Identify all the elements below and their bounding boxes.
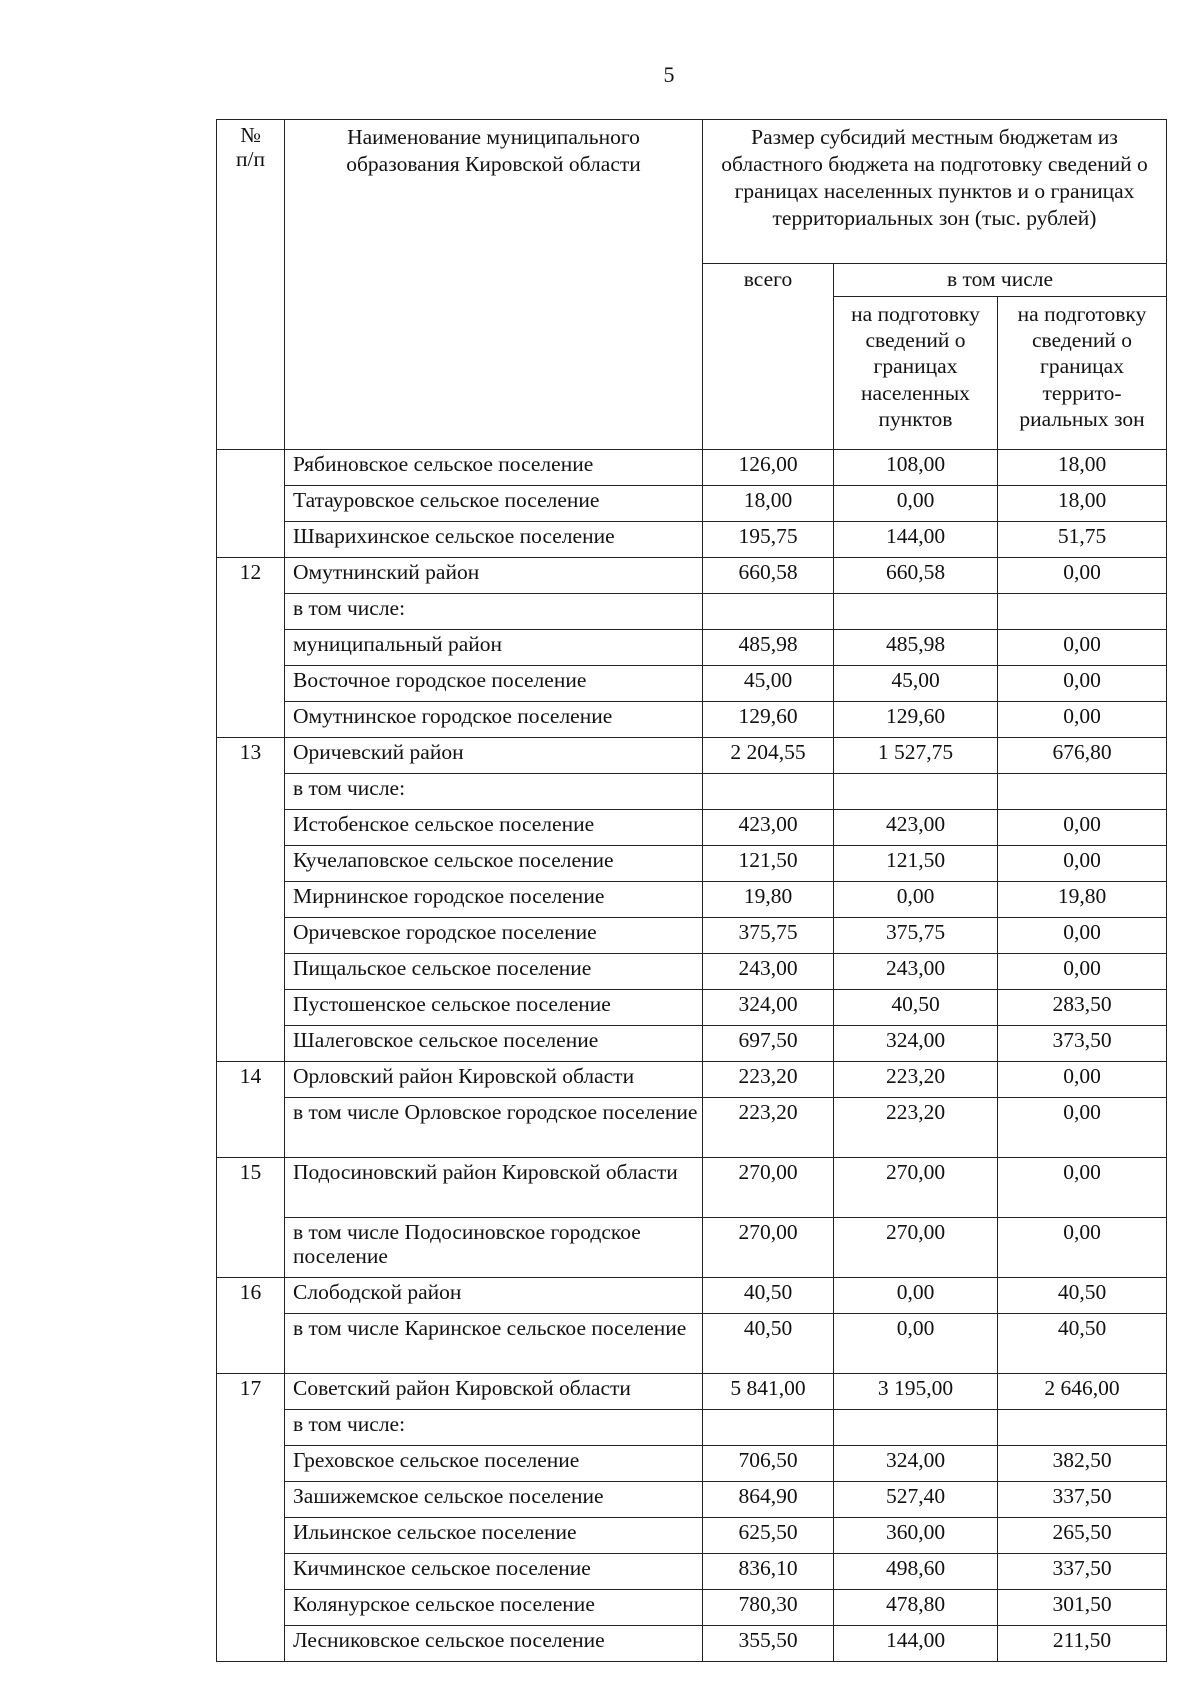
row-settlements: 144,00 bbox=[834, 522, 998, 558]
row-zones: 301,50 bbox=[998, 1590, 1167, 1626]
row-total: 40,50 bbox=[703, 1314, 834, 1374]
row-name: в том числе: bbox=[285, 594, 703, 630]
row-zones: 283,50 bbox=[998, 990, 1167, 1026]
table-row bbox=[217, 738, 1167, 774]
header-total: всего bbox=[703, 264, 834, 450]
row-name: в том числе Подосиновское городское поселение bbox=[285, 1218, 703, 1278]
row-name: Оричевское городское поселение bbox=[285, 918, 703, 954]
row-name: Советский район Кировской области bbox=[285, 1374, 703, 1410]
table-row bbox=[217, 1482, 1167, 1518]
row-total: 223,20 bbox=[703, 1098, 834, 1158]
row-zones: 40,50 bbox=[998, 1278, 1167, 1314]
row-settlements: 45,00 bbox=[834, 666, 998, 702]
table-row bbox=[217, 774, 1167, 810]
row-name: Подосиновский район Кировской области bbox=[285, 1158, 703, 1218]
table-header bbox=[217, 120, 1167, 450]
row-total: 5 841,00 bbox=[703, 1374, 834, 1410]
row-total: 375,75 bbox=[703, 918, 834, 954]
row-name: Кичминское сельское поселение bbox=[285, 1554, 703, 1590]
row-zones: 0,00 bbox=[998, 1158, 1167, 1218]
row-total bbox=[703, 774, 834, 810]
row-zones bbox=[998, 1410, 1167, 1446]
row-settlements: 527,40 bbox=[834, 1482, 998, 1518]
table-row bbox=[217, 1158, 1167, 1218]
header-number: № п/п bbox=[217, 120, 285, 450]
table-row bbox=[217, 1374, 1167, 1410]
table-row bbox=[217, 1026, 1167, 1062]
row-total: 270,00 bbox=[703, 1158, 834, 1218]
row-total: 40,50 bbox=[703, 1278, 834, 1314]
table-row bbox=[217, 1314, 1167, 1374]
table-row bbox=[217, 990, 1167, 1026]
row-total: 706,50 bbox=[703, 1446, 834, 1482]
row-settlements: 478,80 bbox=[834, 1590, 998, 1626]
row-total: 355,50 bbox=[703, 1626, 834, 1662]
row-settlements: 129,60 bbox=[834, 702, 998, 738]
row-total: 121,50 bbox=[703, 846, 834, 882]
row-zones: 0,00 bbox=[998, 666, 1167, 702]
row-zones: 2 646,00 bbox=[998, 1374, 1167, 1410]
row-total: 697,50 bbox=[703, 1026, 834, 1062]
row-settlements: 223,20 bbox=[834, 1098, 998, 1158]
row-settlements: 144,00 bbox=[834, 1626, 998, 1662]
row-total: 45,00 bbox=[703, 666, 834, 702]
table-row bbox=[217, 882, 1167, 918]
table-row bbox=[217, 846, 1167, 882]
table-row bbox=[217, 1410, 1167, 1446]
table-row bbox=[217, 666, 1167, 702]
row-name: Мирнинское городское поселение bbox=[285, 882, 703, 918]
row-zones: 0,00 bbox=[998, 1062, 1167, 1098]
row-settlements: 0,00 bbox=[834, 486, 998, 522]
row-name: Зашижемское сельское поселение bbox=[285, 1482, 703, 1518]
table-row bbox=[217, 594, 1167, 630]
row-name: Пищальское сельское поселение bbox=[285, 954, 703, 990]
row-total: 864,90 bbox=[703, 1482, 834, 1518]
row-name: в том числе: bbox=[285, 774, 703, 810]
row-total: 423,00 bbox=[703, 810, 834, 846]
row-total: 660,58 bbox=[703, 558, 834, 594]
row-settlements: 243,00 bbox=[834, 954, 998, 990]
row-zones: 40,50 bbox=[998, 1314, 1167, 1374]
row-name: Ильинское сельское поселение bbox=[285, 1518, 703, 1554]
row-zones: 18,00 bbox=[998, 486, 1167, 522]
row-total bbox=[703, 594, 834, 630]
row-zones bbox=[998, 774, 1167, 810]
row-zones: 211,50 bbox=[998, 1626, 1167, 1662]
row-name: в том числе Каринское сельское поселение bbox=[285, 1314, 703, 1374]
table-row bbox=[217, 630, 1167, 666]
row-name: Омутнинский район bbox=[285, 558, 703, 594]
row-settlements: 0,00 bbox=[834, 882, 998, 918]
row-total bbox=[703, 1410, 834, 1446]
row-zones: 19,80 bbox=[998, 882, 1167, 918]
table-row bbox=[217, 1278, 1167, 1314]
row-settlements: 270,00 bbox=[834, 1218, 998, 1278]
row-settlements: 108,00 bbox=[834, 450, 998, 486]
row-zones: 382,50 bbox=[998, 1446, 1167, 1482]
row-name: Истобенское сельское поселение bbox=[285, 810, 703, 846]
row-zones: 0,00 bbox=[998, 630, 1167, 666]
row-settlements: 423,00 bbox=[834, 810, 998, 846]
row-zones: 0,00 bbox=[998, 1218, 1167, 1278]
row-settlements bbox=[834, 774, 998, 810]
row-settlements: 498,60 bbox=[834, 1554, 998, 1590]
row-number: 12 bbox=[217, 558, 285, 738]
row-name: муниципальный район bbox=[285, 630, 703, 666]
header-subsidy: Размер субсидий местным бюджетам из областного бюджета на подготовку сведений о границах населенных пунктов и о границах территориальных зон (тыс. рублей) bbox=[703, 120, 1167, 264]
row-total: 270,00 bbox=[703, 1218, 834, 1278]
row-total: 223,20 bbox=[703, 1062, 834, 1098]
row-zones: 0,00 bbox=[998, 846, 1167, 882]
table-row bbox=[217, 918, 1167, 954]
row-total: 126,00 bbox=[703, 450, 834, 486]
table-row bbox=[217, 1554, 1167, 1590]
row-settlements: 40,50 bbox=[834, 990, 998, 1026]
table-row bbox=[217, 1446, 1167, 1482]
table-row bbox=[217, 1590, 1167, 1626]
row-zones: 0,00 bbox=[998, 810, 1167, 846]
row-number: 17 bbox=[217, 1374, 285, 1662]
table-row bbox=[217, 702, 1167, 738]
row-name: Слободской район bbox=[285, 1278, 703, 1314]
row-name: Омутнинское городское поселение bbox=[285, 702, 703, 738]
table-row bbox=[217, 1218, 1167, 1278]
row-total: 243,00 bbox=[703, 954, 834, 990]
row-settlements: 1 527,75 bbox=[834, 738, 998, 774]
row-zones: 373,50 bbox=[998, 1026, 1167, 1062]
row-number: 16 bbox=[217, 1278, 285, 1374]
row-zones: 337,50 bbox=[998, 1554, 1167, 1590]
row-number bbox=[217, 450, 285, 558]
row-number: 15 bbox=[217, 1158, 285, 1278]
row-name: Шалеговское сельское поселение bbox=[285, 1026, 703, 1062]
row-name: Татауровское сельское поселение bbox=[285, 486, 703, 522]
row-settlements: 223,20 bbox=[834, 1062, 998, 1098]
row-settlements bbox=[834, 1410, 998, 1446]
table-row bbox=[217, 486, 1167, 522]
row-settlements: 270,00 bbox=[834, 1158, 998, 1218]
row-name: Пустошенское сельское поселение bbox=[285, 990, 703, 1026]
row-name: Греховское сельское поселение bbox=[285, 1446, 703, 1482]
row-settlements: 485,98 bbox=[834, 630, 998, 666]
row-total: 129,60 bbox=[703, 702, 834, 738]
row-name: Кучелаповское сельское поселение bbox=[285, 846, 703, 882]
row-total: 324,00 bbox=[703, 990, 834, 1026]
row-zones: 0,00 bbox=[998, 702, 1167, 738]
row-settlements: 375,75 bbox=[834, 918, 998, 954]
row-total: 195,75 bbox=[703, 522, 834, 558]
row-zones: 676,80 bbox=[998, 738, 1167, 774]
table-row bbox=[217, 450, 1167, 486]
row-number: 13 bbox=[217, 738, 285, 1062]
row-settlements: 660,58 bbox=[834, 558, 998, 594]
row-name: Рябиновское сельское поселение bbox=[285, 450, 703, 486]
row-settlements: 360,00 bbox=[834, 1518, 998, 1554]
row-total: 485,98 bbox=[703, 630, 834, 666]
table-body bbox=[217, 450, 1167, 1662]
row-zones: 0,00 bbox=[998, 1098, 1167, 1158]
row-total: 19,80 bbox=[703, 882, 834, 918]
table-row bbox=[217, 1518, 1167, 1554]
row-settlements: 3 195,00 bbox=[834, 1374, 998, 1410]
table-row bbox=[217, 810, 1167, 846]
row-name: Колянурское сельское поселение bbox=[285, 1590, 703, 1626]
row-name: Оричевский район bbox=[285, 738, 703, 774]
table-row bbox=[217, 1062, 1167, 1098]
row-total: 625,50 bbox=[703, 1518, 834, 1554]
row-settlements: 324,00 bbox=[834, 1026, 998, 1062]
row-zones: 18,00 bbox=[998, 450, 1167, 486]
table-row bbox=[217, 1626, 1167, 1662]
table-row bbox=[217, 1098, 1167, 1158]
header-name: Наименование муниципального образования Кировской области bbox=[285, 120, 703, 450]
table-row bbox=[217, 558, 1167, 594]
row-total: 2 204,55 bbox=[703, 738, 834, 774]
row-settlements: 121,50 bbox=[834, 846, 998, 882]
row-zones: 51,75 bbox=[998, 522, 1167, 558]
row-total: 18,00 bbox=[703, 486, 834, 522]
row-name: Шварихинское сельское поселение bbox=[285, 522, 703, 558]
row-number: 14 bbox=[217, 1062, 285, 1158]
row-settlements bbox=[834, 594, 998, 630]
subsidy-table bbox=[216, 119, 1167, 1662]
row-zones: 337,50 bbox=[998, 1482, 1167, 1518]
row-name: Восточное городское поселение bbox=[285, 666, 703, 702]
row-settlements: 0,00 bbox=[834, 1314, 998, 1374]
row-settlements: 324,00 bbox=[834, 1446, 998, 1482]
row-zones bbox=[998, 594, 1167, 630]
row-zones: 0,00 bbox=[998, 558, 1167, 594]
row-total: 780,30 bbox=[703, 1590, 834, 1626]
row-settlements: 0,00 bbox=[834, 1278, 998, 1314]
header-including: в том числе bbox=[834, 264, 1167, 297]
row-zones: 0,00 bbox=[998, 954, 1167, 990]
row-name: Лесниковское сельское поселение bbox=[285, 1626, 703, 1662]
table-row bbox=[217, 522, 1167, 558]
row-zones: 0,00 bbox=[998, 918, 1167, 954]
header-zones: на подготовку сведений о границах террито-риальных зон bbox=[998, 297, 1167, 450]
row-name: в том числе: bbox=[285, 1410, 703, 1446]
row-total: 836,10 bbox=[703, 1554, 834, 1590]
table-row bbox=[217, 954, 1167, 990]
header-settlements: на подготовку сведений о границах населенных пунктов bbox=[834, 297, 998, 450]
row-zones: 265,50 bbox=[998, 1518, 1167, 1554]
row-name: в том числе Орловское городское поселение bbox=[285, 1098, 703, 1158]
row-name: Орловский район Кировской области bbox=[285, 1062, 703, 1098]
page-number: 5 bbox=[663, 62, 675, 87]
